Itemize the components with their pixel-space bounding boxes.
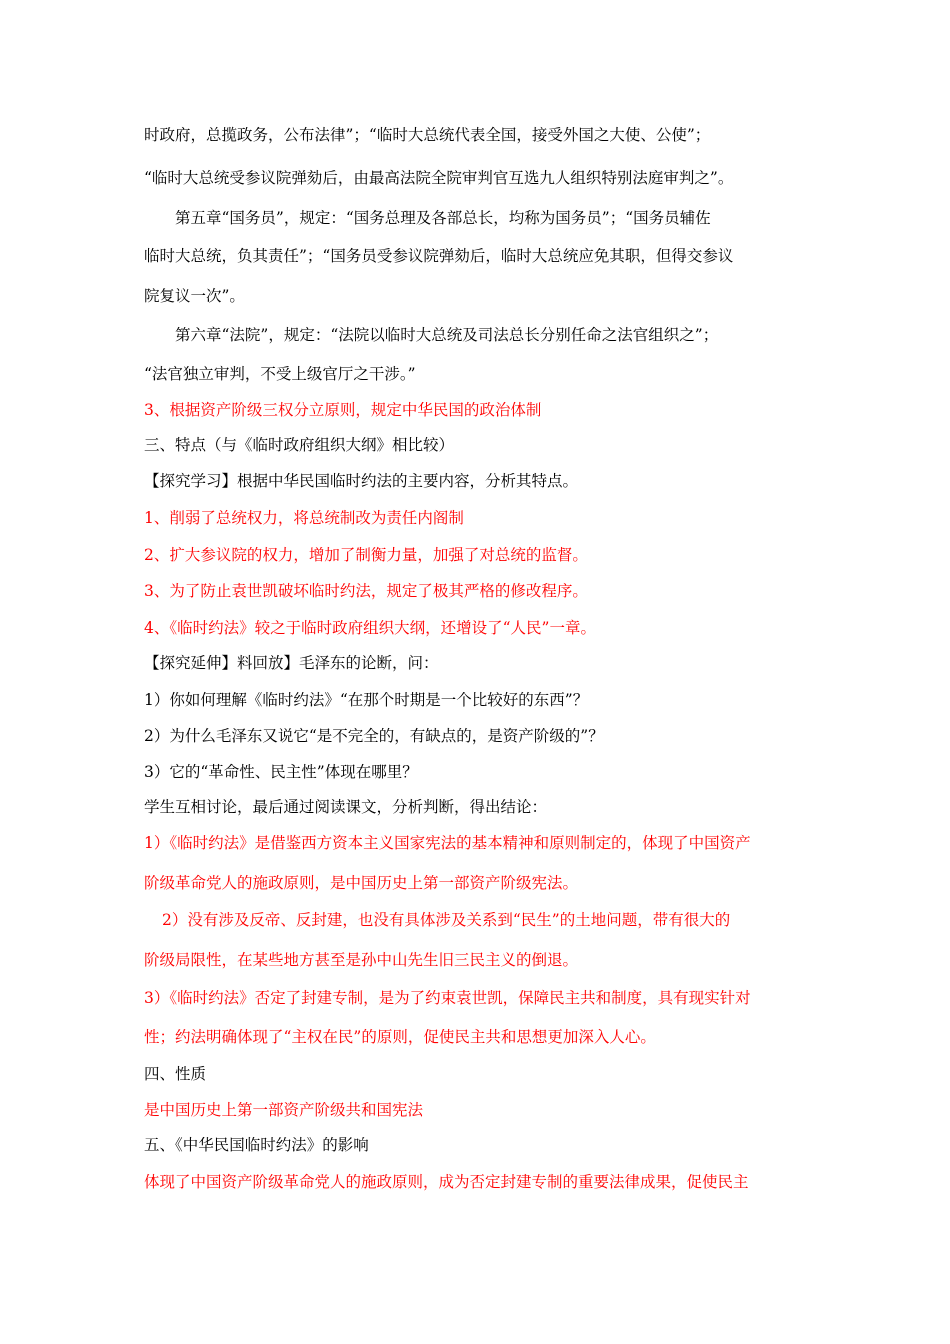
section-heading-features: 三、特点（与《临时政府组织大纲》相比较） — [144, 436, 455, 454]
text-line-14: 4、《临时约法》较之于临时政府组织大纲，还增设了“人民”一章。 — [144, 619, 596, 637]
text-line-7: “法官独立审判，不受上级官厅之干涉。” — [144, 365, 416, 383]
text-line-17: 2）为什么毛泽东又说它“是不完全的，有缺点的，是资产阶级的”？ — [144, 727, 604, 745]
text-line-4: 临时大总统，负其责任”；“国务员受参议院弹劾后，临时大总统应免其职，但得交参议 — [144, 247, 734, 265]
text-line-5: 院复议一次”。 — [144, 287, 245, 305]
section-heading-influence: 五、《中华民国临时约法》的影响 — [144, 1136, 369, 1154]
text-line-23: 阶级局限性，在某些地方甚至是孙中山先生旧三民主义的倒退。 — [144, 951, 579, 969]
text-line-15: 【探究延伸】料回放】毛泽东的论断，问： — [144, 654, 439, 672]
text-line-21: 阶级革命党人的施政原则，是中国历史上第一部资产阶级宪法。 — [144, 874, 579, 892]
text-line-13: 3、为了防止袁世凯破坏临时约法，规定了极其严格的修改程序。 — [144, 582, 588, 600]
text-line-10: 【探究学习】根据中华民国临时约法的主要内容，分析其特点。 — [144, 472, 579, 490]
text-line-3: 第五章“国务员”，规定：“国务总理及各部总长，均称为国务员”；“国务员辅佐 — [175, 209, 711, 227]
text-line-24: 3）《临时约法》否定了封建专制，是为了约束袁世凯，保障民主共和制度，具有现实针对 — [144, 989, 751, 1007]
text-line-16: 1）你如何理解《临时约法》“在那个时期是一个比较好的东西”？ — [144, 691, 589, 709]
text-line-20: 1）《临时约法》是借鉴西方资本主义国家宪法的基本精神和原则制定的，体现了中国资产 — [144, 834, 751, 852]
text-line-1: 时政府，总揽政务，公布法律”；“临时大总统代表全国，接受外国之大使、公使”； — [144, 126, 711, 144]
text-line-12: 2、扩大参议院的权力，增加了制衡力量，加强了对总统的监督。 — [144, 546, 588, 564]
text-line-27: 是中国历史上第一部资产阶级共和国宪法 — [144, 1101, 424, 1119]
text-line-22: 2）没有涉及反帝、反封建，也没有具体涉及关系到“民生”的土地问题，带有很大的 — [162, 911, 731, 929]
text-line-18: 3）它的“革命性、民主性”体现在哪里？ — [144, 763, 418, 781]
text-line-25: 性；约法明确体现了“主权在民”的原则，促使民主共和思想更加深入人心。 — [144, 1028, 656, 1046]
text-line-29: 体现了中国资产阶级革命党人的施政原则，成为否定封建专制的重要法律成果，促使民主 — [144, 1173, 749, 1191]
text-line-8: 3、根据资产阶级三权分立原则，规定中华民国的政治体制 — [144, 401, 542, 419]
section-heading-nature: 四、性质 — [144, 1065, 207, 1083]
text-line-2: “临时大总统受参议院弹劾后，由最高法院全院审判官互选九人组织特别法庭审判之”。 — [144, 169, 734, 187]
text-line-6: 第六章“法院”，规定：“法院以临时大总统及司法总长分别任命之法官组织之”； — [175, 326, 719, 344]
text-line-19: 学生互相讨论，最后通过阅读课文，分析判断，得出结论： — [144, 798, 548, 816]
text-line-11: 1、削弱了总统权力，将总统制改为责任内阁制 — [144, 509, 464, 527]
